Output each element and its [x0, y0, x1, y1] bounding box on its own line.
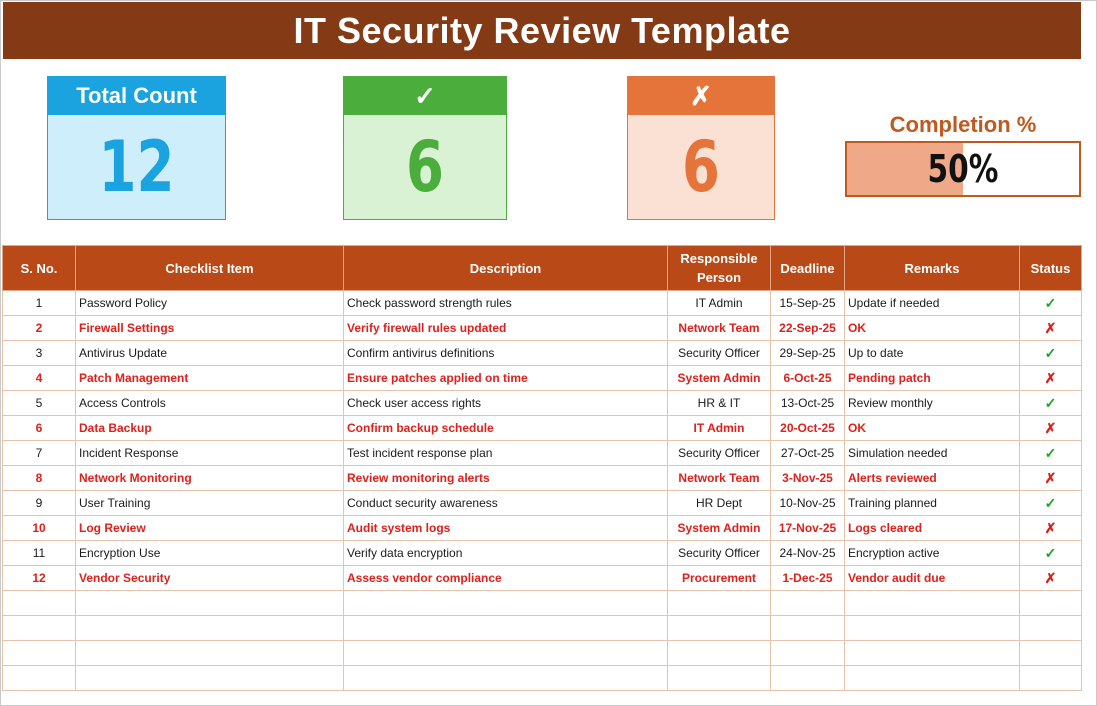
cell-description[interactable]: Confirm backup schedule	[344, 416, 668, 441]
cell-deadline[interactable]: 1-Dec-25	[771, 566, 845, 591]
cell-sno[interactable]: 10	[3, 516, 76, 541]
cell-deadline[interactable]: 6-Oct-25	[771, 366, 845, 391]
cross-icon: ✗	[1044, 369, 1057, 386]
empty-cell[interactable]	[1020, 591, 1082, 616]
cell-status[interactable]	[1020, 291, 1082, 316]
header-deadline[interactable]: Deadline	[771, 246, 845, 291]
empty-cell[interactable]	[344, 666, 668, 691]
cell-responsible-person[interactable]: Security Officer	[668, 541, 771, 566]
cell-status[interactable]	[1020, 566, 1082, 591]
check-icon: ✓	[1044, 544, 1057, 561]
completed-count-card	[343, 76, 507, 220]
cross-icon: ✗	[1044, 419, 1057, 436]
empty-cell[interactable]	[771, 641, 845, 666]
check-icon: ✓	[344, 77, 506, 115]
table-row	[3, 466, 1082, 491]
cell-status[interactable]	[1020, 491, 1082, 516]
completion-progress-bar	[845, 141, 1081, 197]
page-title: IT Security Review Template	[3, 2, 1081, 59]
empty-row	[3, 591, 1082, 616]
cell-sno[interactable]: 9	[3, 491, 76, 516]
cell-status[interactable]	[1020, 366, 1082, 391]
cell-sno[interactable]: 8	[3, 466, 76, 491]
table-row	[3, 316, 1082, 341]
checklist-table	[2, 245, 1082, 691]
cell-responsible-person[interactable]: IT Admin	[668, 416, 771, 441]
empty-cell[interactable]	[344, 616, 668, 641]
empty-cell[interactable]	[76, 666, 344, 691]
cell-checklist-item[interactable]: Data Backup	[76, 416, 344, 441]
empty-cell[interactable]	[76, 641, 344, 666]
empty-cell[interactable]	[76, 591, 344, 616]
completion-value: 50%	[927, 147, 999, 191]
cell-responsible-person[interactable]: Procurement	[668, 566, 771, 591]
header-description[interactable]: Description	[344, 246, 668, 291]
empty-row	[3, 616, 1082, 641]
cell-deadline[interactable]: 13-Oct-25	[771, 391, 845, 416]
cell-description[interactable]: Ensure patches applied on time	[344, 366, 668, 391]
empty-cell[interactable]	[1020, 616, 1082, 641]
table-row	[3, 416, 1082, 441]
cell-remarks[interactable]: Encryption active	[845, 541, 1020, 566]
empty-cell[interactable]	[3, 666, 76, 691]
empty-cell[interactable]	[771, 616, 845, 641]
cell-description[interactable]: Verify firewall rules updated	[344, 316, 668, 341]
cell-deadline[interactable]: 3-Nov-25	[771, 466, 845, 491]
cell-sno[interactable]: 7	[3, 441, 76, 466]
empty-cell[interactable]	[3, 591, 76, 616]
empty-cell[interactable]	[76, 616, 344, 641]
empty-cell[interactable]	[845, 641, 1020, 666]
cell-deadline[interactable]: 10-Nov-25	[771, 491, 845, 516]
cell-remarks[interactable]: OK	[845, 416, 1020, 441]
table-row	[3, 541, 1082, 566]
table-row	[3, 566, 1082, 591]
empty-cell[interactable]	[1020, 641, 1082, 666]
cell-remarks[interactable]: Alerts reviewed	[845, 466, 1020, 491]
cell-remarks[interactable]: Update if needed	[845, 291, 1020, 316]
header-responsible-line1: Responsible	[680, 251, 758, 266]
empty-row	[3, 641, 1082, 666]
cell-checklist-item[interactable]: Log Review	[76, 516, 344, 541]
empty-cell[interactable]	[668, 666, 771, 691]
empty-cell[interactable]	[668, 591, 771, 616]
cell-deadline[interactable]: 17-Nov-25	[771, 516, 845, 541]
cell-description[interactable]: Test incident response plan	[344, 441, 668, 466]
cell-sno[interactable]: 3	[3, 341, 76, 366]
cell-responsible-person[interactable]: IT Admin	[668, 291, 771, 316]
pending-count-value: 6	[681, 126, 721, 208]
cell-status[interactable]	[1020, 391, 1082, 416]
cell-checklist-item[interactable]: Password Policy	[76, 291, 344, 316]
empty-cell[interactable]	[668, 641, 771, 666]
table-row	[3, 391, 1082, 416]
cell-responsible-person[interactable]: Security Officer	[668, 441, 771, 466]
cell-sno[interactable]: 4	[3, 366, 76, 391]
empty-cell[interactable]	[344, 591, 668, 616]
cell-description[interactable]: Conduct security awareness	[344, 491, 668, 516]
cell-description[interactable]: Review monitoring alerts	[344, 466, 668, 491]
cell-remarks[interactable]: Logs cleared	[845, 516, 1020, 541]
completion-label: Completion %	[889, 112, 1037, 137]
completed-count-value: 6	[405, 126, 445, 208]
cell-status[interactable]	[1020, 541, 1082, 566]
total-count-label: Total Count	[48, 77, 225, 115]
header-responsible-line2: Person	[696, 270, 742, 285]
cross-icon: ✗	[1044, 569, 1057, 586]
cell-responsible-person[interactable]: System Admin	[668, 516, 771, 541]
cross-icon: ✗	[1044, 519, 1057, 536]
header-sno[interactable]: S. No.	[3, 246, 76, 291]
header-status[interactable]: Status	[1020, 246, 1082, 291]
header-responsible-person[interactable]	[668, 246, 771, 291]
cell-status[interactable]	[1020, 441, 1082, 466]
cell-checklist-item[interactable]: Vendor Security	[76, 566, 344, 591]
cross-icon: ✗	[1044, 319, 1057, 336]
cell-remarks[interactable]: Vendor audit due	[845, 566, 1020, 591]
empty-cell[interactable]	[668, 616, 771, 641]
cell-sno[interactable]: 11	[3, 541, 76, 566]
cell-remarks[interactable]: Simulation needed	[845, 441, 1020, 466]
cell-responsible-person[interactable]: Network Team	[668, 316, 771, 341]
empty-cell[interactable]	[3, 616, 76, 641]
cell-checklist-item[interactable]: User Training	[76, 491, 344, 516]
cross-icon: ✗	[1044, 469, 1057, 486]
cell-description[interactable]: Check password strength rules	[344, 291, 668, 316]
cell-remarks[interactable]: Review monthly	[845, 391, 1020, 416]
cell-sno[interactable]: 6	[3, 416, 76, 441]
empty-row	[3, 666, 1082, 691]
check-icon: ✓	[1044, 494, 1057, 511]
empty-cell[interactable]	[845, 666, 1020, 691]
cell-status[interactable]	[1020, 316, 1082, 341]
empty-cell[interactable]	[344, 641, 668, 666]
total-count-card	[47, 76, 226, 220]
cell-deadline[interactable]: 29-Sep-25	[771, 341, 845, 366]
cell-checklist-item[interactable]: Incident Response	[76, 441, 344, 466]
cell-status[interactable]	[1020, 416, 1082, 441]
cell-responsible-person[interactable]: Network Team	[668, 466, 771, 491]
cell-responsible-person[interactable]: System Admin	[668, 366, 771, 391]
cell-deadline[interactable]: 15-Sep-25	[771, 291, 845, 316]
table-row	[3, 516, 1082, 541]
header-remarks[interactable]: Remarks	[845, 246, 1020, 291]
table-header-row	[3, 246, 1082, 291]
table-row	[3, 291, 1082, 316]
cell-status[interactable]	[1020, 341, 1082, 366]
cross-icon: ✗	[628, 77, 774, 115]
cell-checklist-item[interactable]: Antivirus Update	[76, 341, 344, 366]
table-row	[3, 341, 1082, 366]
empty-cell[interactable]	[845, 616, 1020, 641]
empty-cell[interactable]	[1020, 666, 1082, 691]
cell-description[interactable]: Check user access rights	[344, 391, 668, 416]
cell-deadline[interactable]: 22-Sep-25	[771, 316, 845, 341]
cell-checklist-item[interactable]: Encryption Use	[76, 541, 344, 566]
check-icon: ✓	[1044, 444, 1057, 461]
cell-status[interactable]	[1020, 466, 1082, 491]
cell-deadline[interactable]: 20-Oct-25	[771, 416, 845, 441]
cell-sno[interactable]: 1	[3, 291, 76, 316]
table-row	[3, 441, 1082, 466]
cell-responsible-person[interactable]: HR Dept	[668, 491, 771, 516]
cell-responsible-person[interactable]: HR & IT	[668, 391, 771, 416]
cell-sno[interactable]: 5	[3, 391, 76, 416]
empty-cell[interactable]	[771, 666, 845, 691]
cell-remarks[interactable]: OK	[845, 316, 1020, 341]
empty-cell[interactable]	[771, 591, 845, 616]
cell-description[interactable]: Audit system logs	[344, 516, 668, 541]
cell-responsible-person[interactable]: Security Officer	[668, 341, 771, 366]
check-icon: ✓	[1044, 394, 1057, 411]
table-row	[3, 366, 1082, 391]
cell-checklist-item[interactable]: Firewall Settings	[76, 316, 344, 341]
cell-status[interactable]	[1020, 516, 1082, 541]
check-icon: ✓	[1044, 294, 1057, 311]
cell-checklist-item[interactable]: Patch Management	[76, 366, 344, 391]
header-checklist-item[interactable]: Checklist Item	[76, 246, 344, 291]
table-row	[3, 491, 1082, 516]
pending-count-card	[627, 76, 775, 220]
cell-remarks[interactable]: Training planned	[845, 491, 1020, 516]
cell-sno[interactable]: 2	[3, 316, 76, 341]
cell-deadline[interactable]: 24-Nov-25	[771, 541, 845, 566]
cell-remarks[interactable]: Pending patch	[845, 366, 1020, 391]
check-icon: ✓	[1044, 344, 1057, 361]
cell-description[interactable]: Confirm antivirus definitions	[344, 341, 668, 366]
cell-sno[interactable]: 12	[3, 566, 76, 591]
total-count-value: 12	[98, 126, 175, 208]
empty-cell[interactable]	[3, 641, 76, 666]
cell-description[interactable]: Verify data encryption	[344, 541, 668, 566]
cell-deadline[interactable]: 27-Oct-25	[771, 441, 845, 466]
empty-cell[interactable]	[845, 591, 1020, 616]
cell-remarks[interactable]: Up to date	[845, 341, 1020, 366]
cell-checklist-item[interactable]: Access Controls	[76, 391, 344, 416]
cell-description[interactable]: Assess vendor compliance	[344, 566, 668, 591]
cell-checklist-item[interactable]: Network Monitoring	[76, 466, 344, 491]
